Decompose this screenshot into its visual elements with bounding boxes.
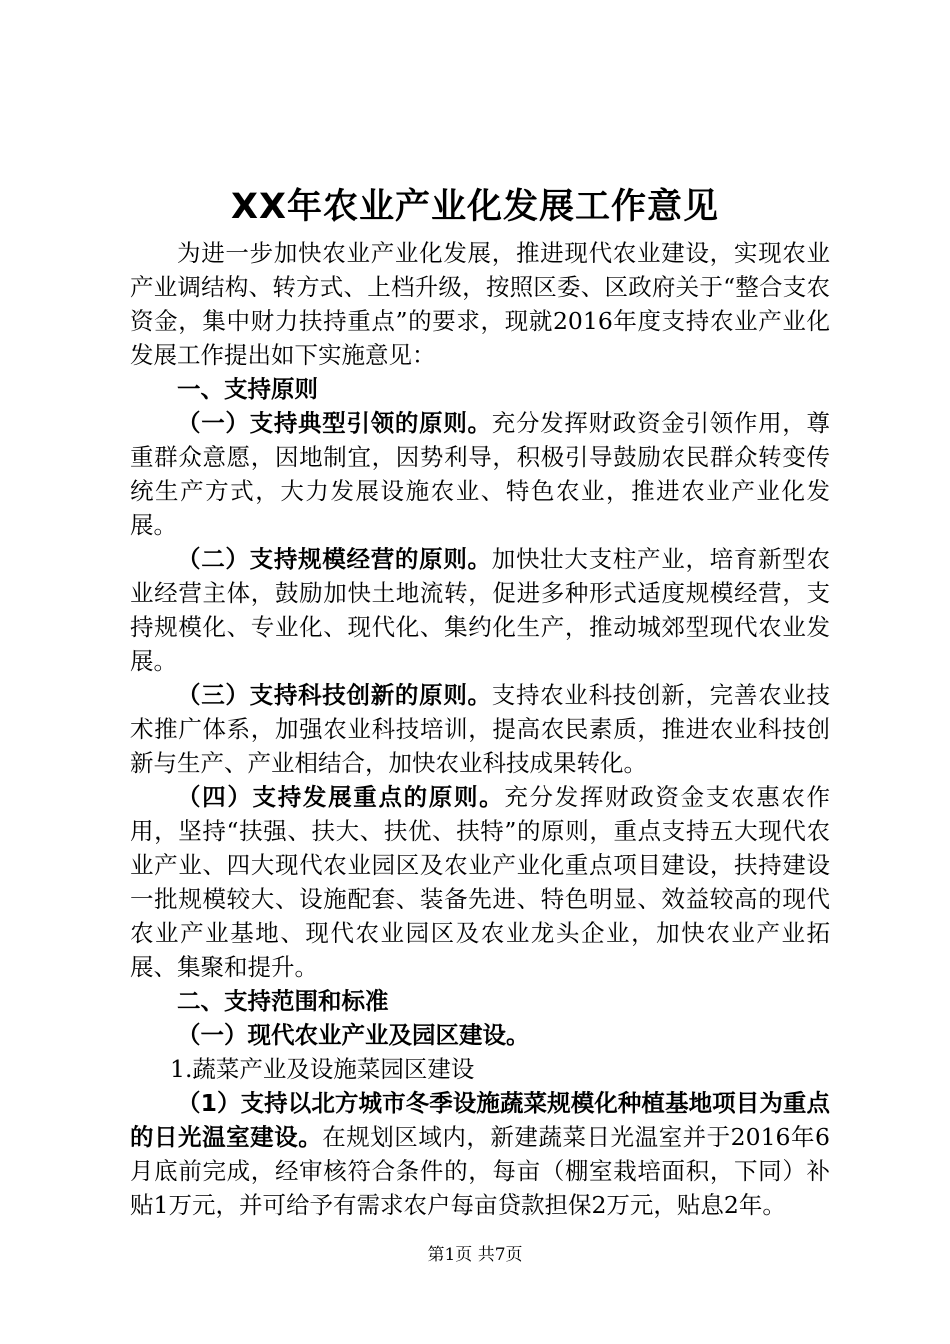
section-1-heading: 一、支持原则 xyxy=(177,375,318,403)
principle-paragraph-4 xyxy=(130,780,830,984)
document-body xyxy=(130,236,830,1222)
principle-3-heading: （三）支持科技创新的原则。 xyxy=(177,681,492,709)
support-paragraph-1 xyxy=(130,1086,830,1222)
section-2-heading: 二、支持范围和标准 xyxy=(177,987,389,1015)
principle-4-heading: （四）支持发展重点的原则。 xyxy=(177,783,505,811)
principle-2-text: 加快壮大支柱产业，培育新型农业经营主体，鼓励加快土地流转，促进多种形式适度规模经营，支持规模化、专业化、现代化、集约化生产，推动城郊型现代农业发展。 xyxy=(130,545,830,675)
principle-paragraph-1 xyxy=(130,406,830,542)
support-1-heading: （1）支持以北方城市冬季设施蔬菜规模化种植基地项目为重点的日光温室建设。 xyxy=(130,1089,830,1151)
intro-paragraph: 为进一步加快农业产业化发展，推进现代农业建设，实现农业产业调结构、转方式、上档升级，按照区委、区政府关于“整合支农资金，集中财力扶持重点”的要求，现就2016年度支持农业产业化发展工作提出如下实施意见： xyxy=(130,239,830,369)
principle-3-text: 支持农业科技创新，完善农业技术推广体系，加强农业科技培训，提高农民素质，推进农业科技创新与生产、产业相结合，加快农业科技成果转化。 xyxy=(130,681,830,777)
page-footer: 第1页 共7页 xyxy=(427,1245,523,1265)
principle-paragraph-2 xyxy=(130,542,830,678)
section-2-item-1: 1.蔬菜产业及设施菜园区建设 xyxy=(170,1055,475,1083)
principle-4-text: 充分发挥财政资金支农惠农作用，坚持“扶强、扶大、扶优、扶特”的原则，重点支持五大现代农业产业、四大现代农业园区及农业产业化重点项目建设，扶持建设一批规模较大、设施配套、装备先进、特色明显、效益较高的现代农业产业基地、现代农业园区及农业龙头企业，加快农业产业拓展、集聚和提升。 xyxy=(130,783,831,981)
principle-1-text: 充分发挥财政资金引领作用，尊重群众意愿，因地制宜，因势利导，积极引导鼓励农民群众转变传统生产方式，大力发展设施农业、特色农业，推进农业产业化发展。 xyxy=(130,409,830,539)
document-title: XX年农业产业化发展工作意见 xyxy=(231,187,719,227)
principle-1-heading: （一）支持典型引领的原则。 xyxy=(177,409,492,437)
section-2-subheading-1: （一）现代农业产业及园区建设。 xyxy=(177,1021,530,1049)
support-1-text: 在规划区域内，新建蔬菜日光温室并于2016年6月底前完成，经审核符合条件的，每亩（棚室栽培面积，下同）补贴1万元，并可给予有需求农户每亩贷款担保2万元，贴息2年。 xyxy=(130,1123,830,1219)
principle-2-heading: （二）支持规模经营的原则。 xyxy=(177,545,492,573)
principle-paragraph-3 xyxy=(130,678,830,780)
